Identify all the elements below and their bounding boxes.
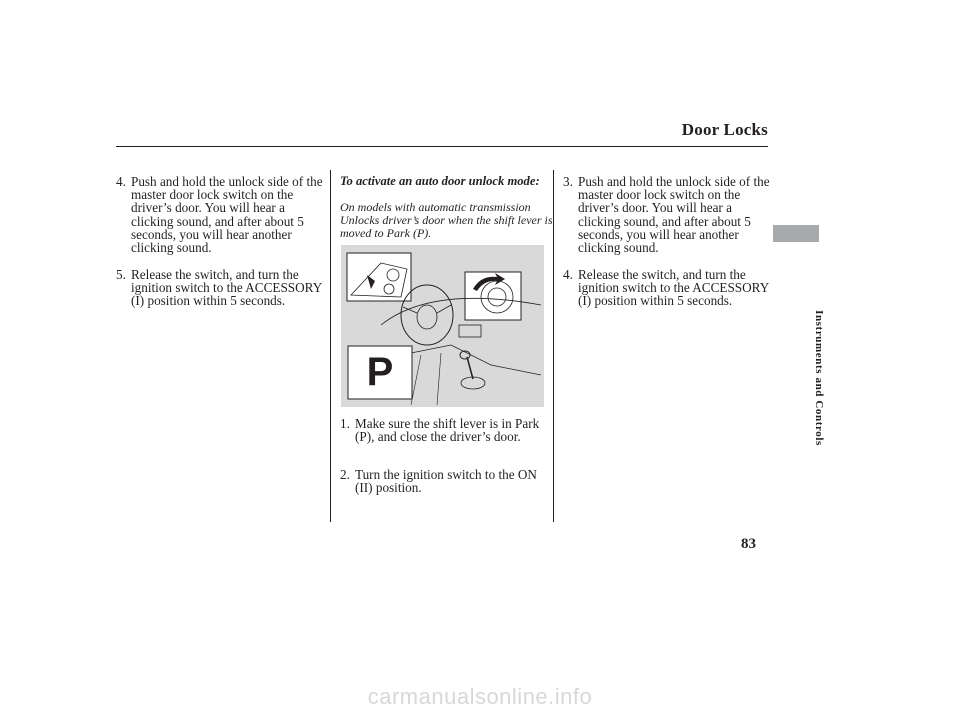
shift-lever-illustration [341, 245, 544, 407]
step-number: 2. [340, 467, 350, 482]
step-item [563, 175, 775, 254]
column-divider-left [330, 170, 331, 522]
section-label: Instruments and Controls [813, 310, 825, 446]
watermark: carmanualsonline.info [367, 684, 593, 709]
step-item [340, 417, 545, 443]
procedure-heading: To activate an auto door unlock mode: [340, 174, 540, 188]
step-number: 4. [116, 174, 126, 189]
step-item [116, 175, 328, 254]
page-number: 83 [741, 536, 756, 552]
step-text: Push and hold the unlock side of the master door lock switch on the driver’s door. You will hear a clicking sound, and after about 5 seconds, you will hear another clicking sound. [578, 174, 770, 256]
step-item [340, 468, 545, 494]
step-text: Release the switch, and turn the ignition switch to the ACCESSORY (I) position within 5 seconds. [131, 267, 322, 309]
park-label: P [366, 350, 394, 394]
model-note: On models with automatic transmission Unlocks driver’s door when the shift lever is moved to Park (P). [340, 200, 553, 240]
step-number: 5. [116, 267, 126, 282]
page-title: Door Locks [681, 120, 768, 139]
step-number: 1. [340, 416, 350, 431]
step-text: Turn the ignition switch to the ON (II) position. [355, 467, 537, 496]
step-text: Make sure the shift lever is in Park (P), and close the driver’s door. [355, 416, 540, 445]
step-text: Push and hold the unlock side of the master door lock switch on the driver’s door. You will hear a clicking sound, and after about 5 seconds, you will hear another clicking sound. [131, 174, 323, 256]
section-tab [773, 225, 819, 242]
header-rule [116, 146, 768, 147]
step-number: 3. [563, 174, 573, 189]
step-item [563, 268, 775, 308]
step-text: Release the switch, and turn the ignition switch to the ACCESSORY (I) position within 5 seconds. [578, 267, 769, 309]
step-number: 4. [563, 267, 573, 282]
step-item [116, 268, 328, 308]
